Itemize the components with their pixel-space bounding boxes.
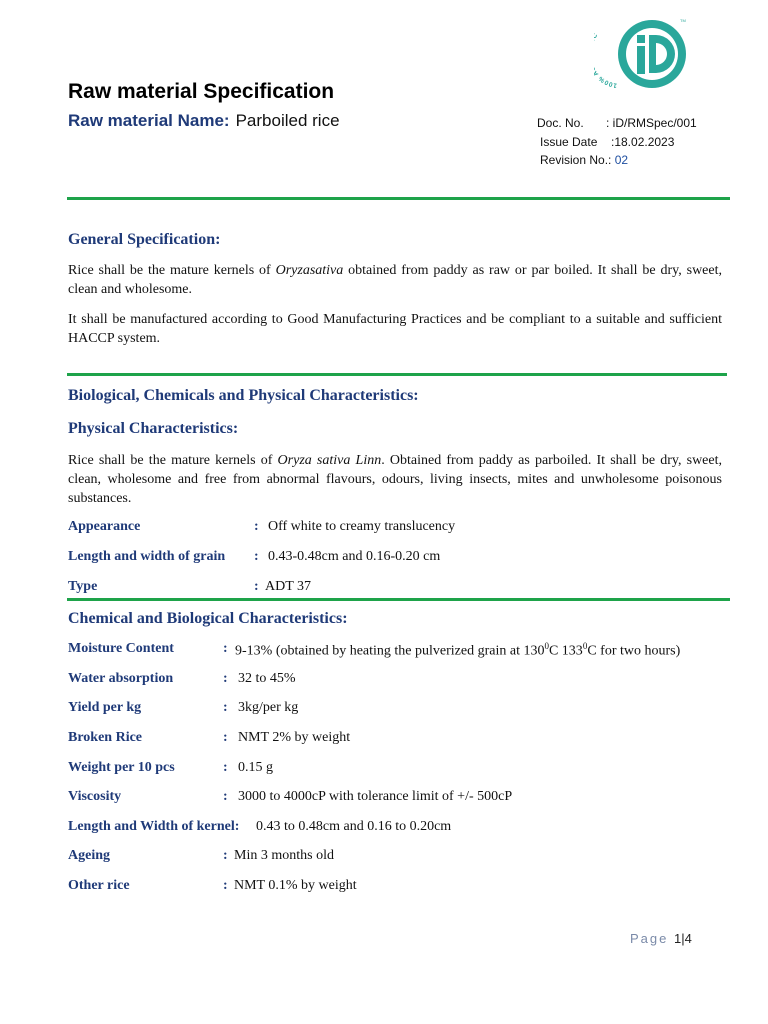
revision-no: [540, 153, 628, 167]
section-divider: [67, 373, 727, 376]
issue-date-label: Issue Date: [540, 135, 598, 149]
page-word: Page: [630, 931, 669, 946]
spec-row-yield: Yield per kg : 3kg/per kg: [68, 700, 299, 715]
svg-text:100% AUTHENTIC: 100%: [597, 74, 618, 89]
page-separator: |: [681, 931, 685, 946]
raw-material-name-label: Raw material Name:: [68, 111, 230, 130]
issue-date-value: :18.02.2023: [611, 135, 675, 149]
spec-row-water-absorption: Water absorption : 32 to 45%: [68, 671, 296, 686]
general-spec-heading: General Specification:: [68, 231, 221, 248]
revision-no-label: Revision No.:: [540, 153, 612, 167]
spec-row-viscosity: Viscosity : 3000 to 4000cP with tolerance limit of +/- 500cP: [68, 789, 513, 804]
chemical-heading: Chemical and Biological Characteristics:: [68, 610, 348, 627]
svg-text:TM: TM: [680, 18, 686, 23]
spec-row-length-width-grain: Length and width of grain : 0.43-0.48cm and 0.16-0.20 cm: [68, 549, 441, 564]
spec-row-moisture: Moisture Content : 9-13% (obtained by heating the pulverized grain at $130^0C$ $133^0C$ for two hours): [68, 641, 681, 659]
general-spec-paragraph-1: Rice shall be the mature kernels of Oryzasativa obtained from paddy as raw or par boiled. It shall be dry, sweet, clean and wholesome.: [68, 263, 722, 297]
document-title: Raw material Specification: [68, 80, 335, 103]
page-number: [630, 931, 692, 946]
spec-row-type: Type : ADT 37: [68, 579, 312, 594]
doc-no-value: : iD/RMSpec/001: [606, 116, 697, 130]
raw-material-name: [68, 111, 340, 131]
page-total: 4: [684, 931, 692, 946]
header-divider: [67, 197, 730, 200]
spec-row-weight-10pcs: Weight per 10 pcs : 0.15 g: [68, 760, 273, 775]
revision-no-value: 02: [614, 153, 629, 167]
page-current: 1: [674, 931, 682, 946]
spec-row-other-rice: Other rice : NMT 0.1% by weight: [68, 878, 357, 893]
physical-heading: Physical Characteristics:: [68, 420, 239, 437]
spec-row-length-width-kernel: Length and Width of kernel: 0.43 to 0.48cm and 0.16 to 0.20cm: [68, 819, 452, 834]
general-spec-paragraph-2: It shall be manufactured according to Good Manufacturing Practices and be compliant to a suitable and sufficient HACCP system.: [68, 312, 722, 346]
raw-material-name-value: Parboiled rice: [235, 111, 340, 130]
spec-row-appearance: Appearance : Off white to creamy translucency: [68, 519, 456, 534]
bio-chem-phys-heading: Biological, Chemicals and Physical Characteristics:: [68, 387, 419, 404]
spec-row-ageing: Ageing : Min 3 months old: [68, 848, 334, 863]
section-divider: [67, 598, 730, 601]
spec-row-broken-rice: Broken Rice : NMT 2% by weight: [68, 730, 351, 745]
company-logo: [594, 14, 688, 94]
physical-paragraph: Rice shall be the mature kernels of Oryza sativa Linn. Obtained from paddy as parboiled. It shall be dry, sweet, clean, wholesome and free from abnormal flavours, odours, living insects, mites and unwholesome poisonous substances.: [68, 453, 722, 506]
doc-no-label: Doc. No.: [537, 116, 584, 130]
